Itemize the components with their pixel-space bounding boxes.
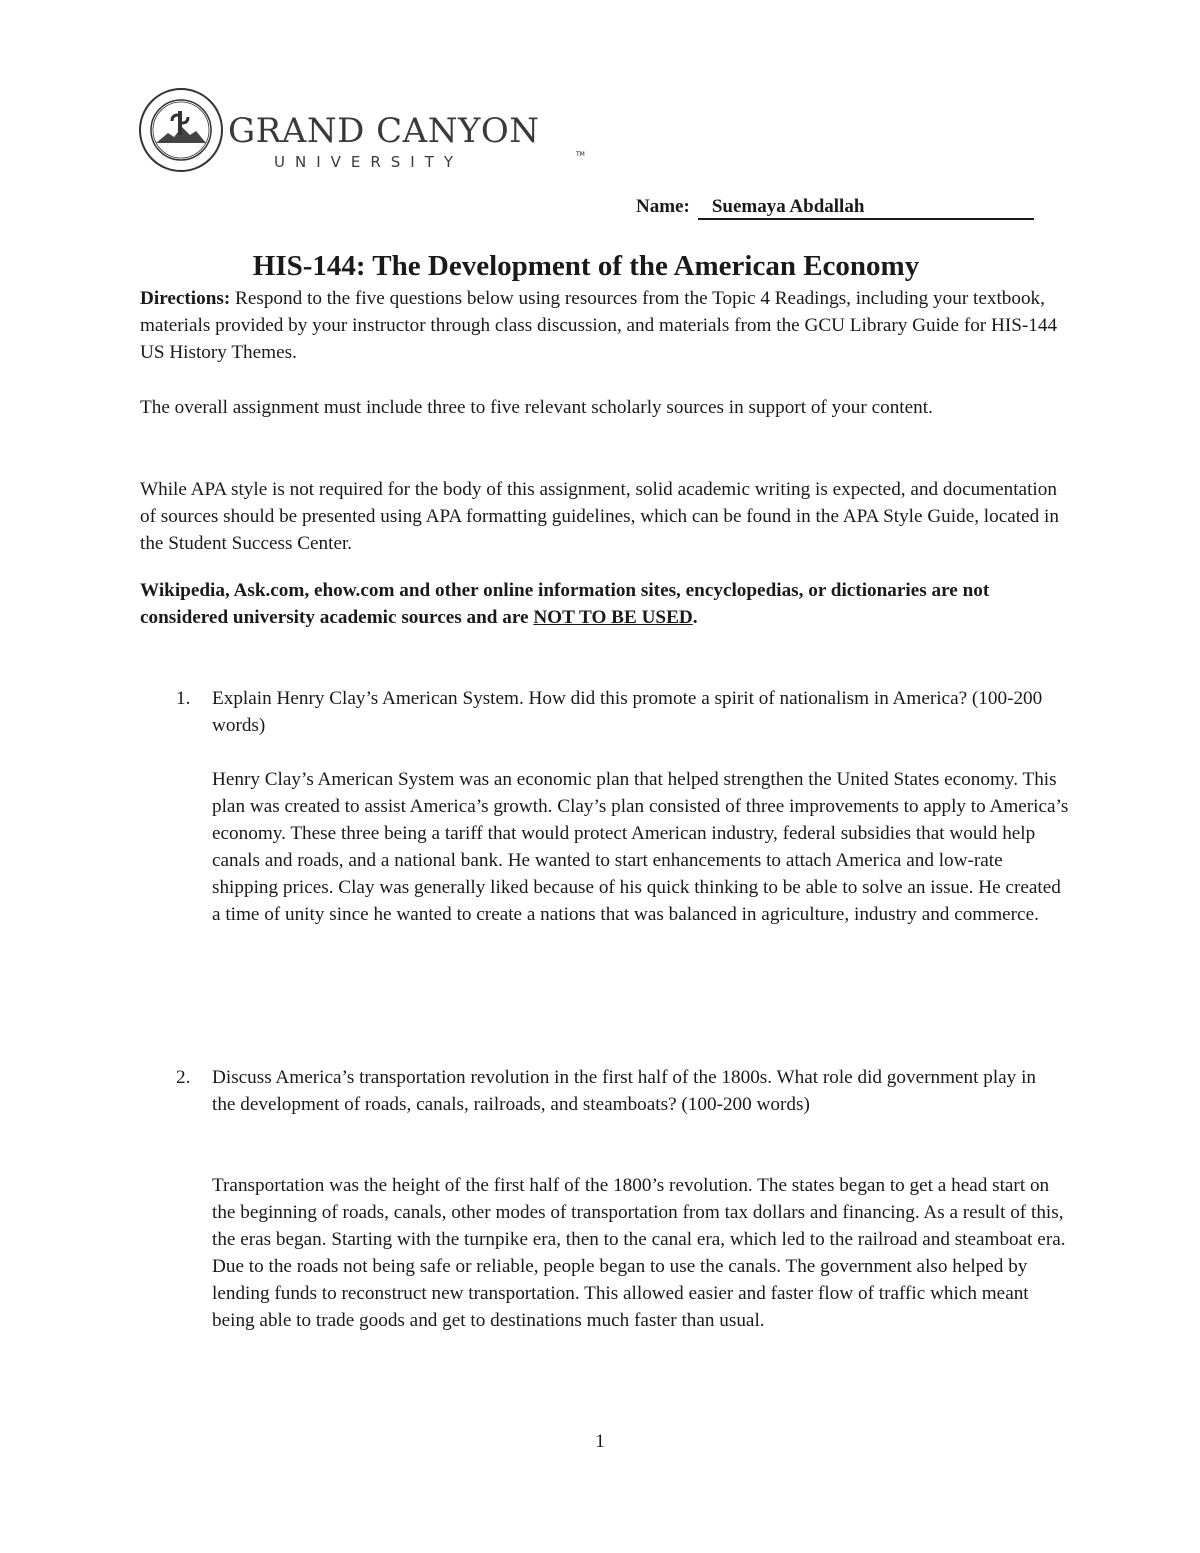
question-prompt: Explain Henry Clay’s American System. How did this promote a spirit of nationalism in America? (100-200 words) [212,688,1043,736]
warning-end: . [692,607,698,628]
question-number: 1. [176,688,191,709]
name-field [636,196,1034,220]
name-label: Name: [636,196,690,217]
directions-text: Respond to the five questions below using resources from the Topic 4 Readings, including your textbook, materials provided by your instructor through class discussion, and materials from the GCU Library Guide for HIS-144 US History Themes. [140,288,1058,363]
page-title: HIS-144: The Development of the American Economy [252,250,920,282]
university-seal-icon [138,87,224,173]
logo-trademark: TM [576,151,585,158]
directions-paragraph [140,285,1070,366]
answer-text: Transportation was the height of the first half of the 1800’s revolution. The states began to get a head start on the beginning of roads, canals, other modes of transportation from tax dollars and financing. As a result of this, the eras began. Starting with the turnpike era, then to the canal era, which led to the railroad and steamboat era. Due to the roads not being safe or reliable, people began to use the canals. The government also helped by lending funds to reconstruct new transportation. This allowed easier and faster flow of traffic which meant being able to trade goods and get to destinations much faster than usual. [212,1175,1066,1331]
page-number: 1 [595,1431,605,1452]
apa-paragraph: While APA style is not required for the body of this assignment, solid academic writing is expected, and documentation of sources should be presented using APA formatting guidelines, which can be found in the APA Style Guide, located in the Student Success Center. [140,479,1059,554]
question-number: 2. [176,1067,191,1088]
question-prompt: Discuss America’s transportation revolution in the first half of the 1800s. What role did government play in the development of roads, canals, railroads, and steamboats? (100-200 words) [212,1067,1037,1115]
logo-wordmark-line2: UNIVERSITY [274,153,464,171]
warning-text: Wikipedia, Ask.com, ehow.com and other online information sites, encyclopedias, or dictionaries are not considered university academic sources and are [140,580,990,628]
sources-warning [140,577,1070,631]
sources-paragraph: The overall assignment must include three to five relevant scholarly sources in support of your content. [140,397,933,418]
answer-text: Henry Clay’s American System was an economic plan that helped strengthen the United States economy. This plan was created to assist America’s growth. Clay’s plan consisted of three improvements to apply to America’s economy. These three being a tariff that would protect American industry, federal subsidies that would help canals and roads, and a national bank. He wanted to start enhancements to attach America and low-rate shipping prices. Clay was generally liked because of his quick thinking to be able to solve an issue. He created a time of unity since he wanted to create a nations that was balanced in agriculture, industry and commerce. [212,769,1069,925]
warning-emphasis: NOT TO BE USED [533,607,693,628]
directions-label: Directions: [140,288,231,309]
university-logo [138,87,585,177]
name-value: Suemaya Abdallah [698,196,1034,220]
logo-wordmark-line1: GRAND CANYON [228,111,540,151]
